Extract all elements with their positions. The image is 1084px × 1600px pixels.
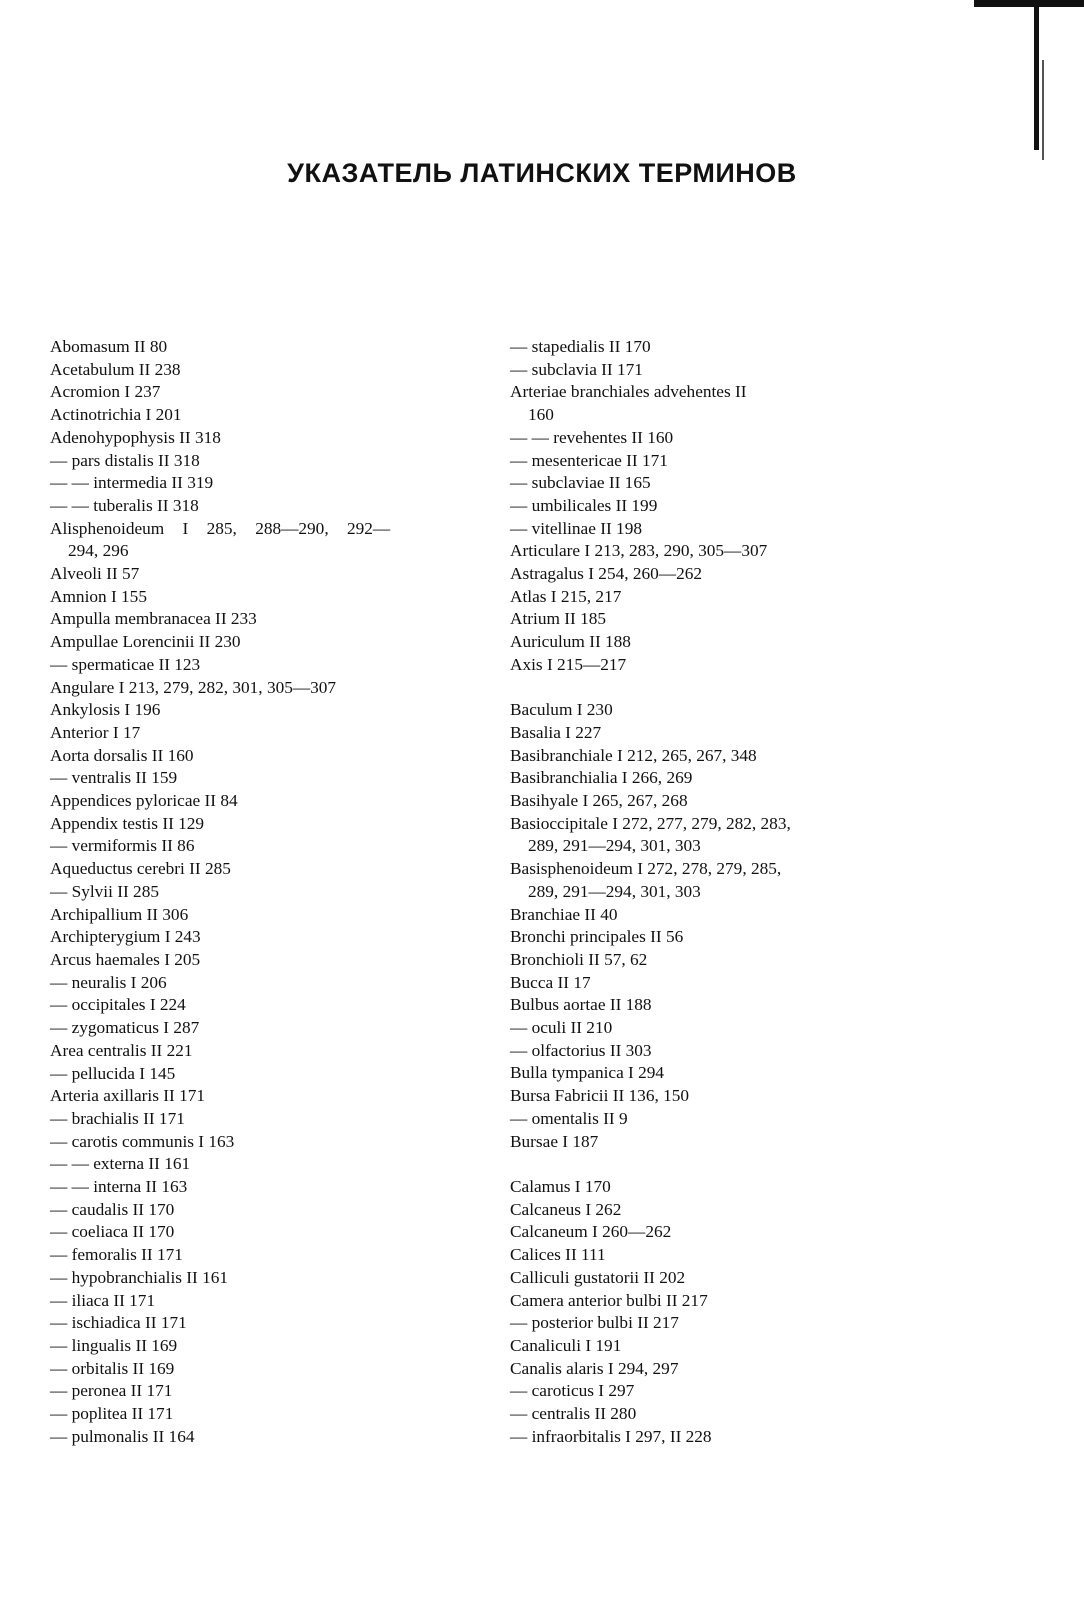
index-entry: — umbilicales II 199 xyxy=(510,495,658,515)
index-entry: Articulare I 213, 283, 290, 305—307 xyxy=(510,541,768,561)
index-entry: — mesentericae II 171 xyxy=(510,450,668,470)
index-entry: Ankylosis I 196 xyxy=(50,700,161,720)
index-entry: Basihyale I 265, 267, 268 xyxy=(510,791,688,811)
index-entry: — Sylvii II 285 xyxy=(50,881,159,901)
index-entry: — subclaviae II 165 xyxy=(510,473,651,493)
index-entry: Ampullae Lorencinii II 230 xyxy=(50,632,241,652)
index-entry: — vitellinae II 198 xyxy=(510,518,642,538)
index-entry: Anterior I 17 xyxy=(50,722,141,742)
index-entry: Adenohypophysis II 318 xyxy=(50,427,221,447)
index-entry: — ischiadica II 171 xyxy=(50,1313,187,1333)
index-entry: Atlas I 215, 217 xyxy=(510,586,622,606)
index-entry: — zygomaticus I 287 xyxy=(50,1018,200,1038)
index-entry: Actinotrichia I 201 xyxy=(50,405,182,425)
index-entry: Bursa Fabricii II 136, 150 xyxy=(510,1086,690,1106)
index-entry: Axis I 215—217 xyxy=(510,654,627,674)
index-entry: — — interna II 163 xyxy=(50,1177,188,1197)
index-entry: — vermiformis II 86 xyxy=(50,836,195,856)
index-entry: Calcaneus I 262 xyxy=(510,1199,622,1219)
index-entry: Angulare I 213, 279, 282, 301, 305—307 xyxy=(50,677,337,697)
index-entry: Amnion I 155 xyxy=(50,586,147,606)
index-entry: Astragalus I 254, 260—262 xyxy=(510,564,702,584)
index-entry: Aorta dorsalis II 160 xyxy=(50,745,194,765)
index-column-right xyxy=(510,336,1040,1448)
index-entry: — omentalis II 9 xyxy=(510,1108,628,1128)
section-gap xyxy=(510,677,1040,700)
index-entry: — — tuberalis II 318 xyxy=(50,495,199,515)
index-entry: Aqueductus cerebri II 285 xyxy=(50,859,231,879)
index-entry: Auriculum II 188 xyxy=(510,632,631,652)
index-entry: — peronea II 171 xyxy=(50,1381,173,1401)
index-entry: — brachialis II 171 xyxy=(50,1108,185,1128)
index-entry: — stapedialis II 170 xyxy=(510,337,651,356)
index-entry: Bursae I 187 xyxy=(510,1131,599,1151)
index-entry: Arteriae branchiales advehentes II xyxy=(510,382,747,402)
index-entry: — orbitalis II 169 xyxy=(50,1358,175,1378)
index-entry: Appendices pyloricae II 84 xyxy=(50,791,238,811)
index-entry: — occipitales I 224 xyxy=(50,995,186,1015)
index-entry-continuation: 160 xyxy=(528,405,554,425)
index-entry: Appendix testis II 129 xyxy=(50,813,205,833)
index-entry: — subclavia II 171 xyxy=(510,359,643,379)
index-entry: — lingualis II 169 xyxy=(50,1335,178,1355)
index-entry: — pars distalis II 318 xyxy=(50,450,200,470)
index-entry: — caroticus I 297 xyxy=(510,1381,635,1401)
index-entry: Alisphenoideum I 285, 288—290, 292— xyxy=(50,518,391,538)
index-entry: Acetabulum II 238 xyxy=(50,359,181,379)
index-entry: — carotis communis I 163 xyxy=(50,1131,235,1151)
index-entry: — neuralis I 206 xyxy=(50,972,167,992)
index-entry-continuation: 294, 296 xyxy=(68,541,129,561)
index-entry: — infraorbitalis I 297, II 228 xyxy=(510,1426,712,1446)
index-entry: Canaliculi I 191 xyxy=(510,1335,622,1355)
index-entry: Baculum I 230 xyxy=(510,700,613,720)
index-entry: Ampulla membranacea II 233 xyxy=(50,609,257,629)
index-entry: — ventralis II 159 xyxy=(50,768,178,788)
index-entry: — centralis II 280 xyxy=(510,1404,637,1424)
index-entry: Bucca II 17 xyxy=(510,972,591,992)
index-entry: — pulmonalis II 164 xyxy=(50,1426,195,1446)
index-entry: Camera anterior bulbi II 217 xyxy=(510,1290,708,1310)
index-entry: Bulbus aortae II 188 xyxy=(510,995,652,1015)
index-entry: — femoralis II 171 xyxy=(50,1245,183,1265)
index-entry: Alveoli II 57 xyxy=(50,564,140,584)
index-entry: Bulla tympanica I 294 xyxy=(510,1063,665,1083)
index-entry: Canalis alaris I 294, 297 xyxy=(510,1358,679,1378)
index-entry: Archipterygium I 243 xyxy=(50,927,201,947)
index-entry: Bronchi principales II 56 xyxy=(510,927,684,947)
index-entry: Archipallium II 306 xyxy=(50,904,189,924)
index-entry: Basioccipitale I 272, 277, 279, 282, 283, xyxy=(510,813,791,833)
index-entry: — hypobranchialis II 161 xyxy=(50,1267,229,1287)
page-title: УКАЗАТЕЛЬ ЛАТИНСКИХ ТЕРМИНОВ xyxy=(287,158,797,188)
index-entry: — coeliaca II 170 xyxy=(50,1222,175,1242)
index-entry: Calamus I 170 xyxy=(510,1176,611,1196)
index-entry: — olfactorius II 303 xyxy=(510,1040,652,1060)
index-entry: Basibranchiale I 212, 265, 267, 348 xyxy=(510,745,757,765)
index-entry: Calliculi gustatorii II 202 xyxy=(510,1267,686,1287)
index-entry-continuation: 289, 291—294, 301, 303 xyxy=(528,836,701,856)
index-entry: Basibranchialia I 266, 269 xyxy=(510,768,693,788)
index-entry: Arcus haemales I 205 xyxy=(50,949,201,969)
index-entry: Calices II 111 xyxy=(510,1245,606,1265)
index-entry: — poplitea II 171 xyxy=(50,1404,174,1424)
section-gap xyxy=(510,1153,1040,1176)
index-entry: Calcaneum I 260—262 xyxy=(510,1222,672,1242)
index-entry: Acromion I 237 xyxy=(50,382,161,402)
index-entry: — caudalis II 170 xyxy=(50,1199,175,1219)
index-entry: Basisphenoideum I 272, 278, 279, 285, xyxy=(510,859,782,879)
index-entry: Branchiae II 40 xyxy=(510,904,618,924)
index-entry: — posterior bulbi II 217 xyxy=(510,1313,679,1333)
index-entry-continuation: 289, 291—294, 301, 303 xyxy=(528,881,701,901)
index-entry: Bronchioli II 57, 62 xyxy=(510,949,648,969)
index-entry: — pellucida I 145 xyxy=(50,1063,176,1083)
index-entry: Area centralis II 221 xyxy=(50,1040,193,1060)
index-entry: Atrium II 185 xyxy=(510,609,606,629)
index-entry: — spermaticae II 123 xyxy=(50,654,201,674)
index-entry: Basalia I 227 xyxy=(510,722,602,742)
index-entry: — oculi II 210 xyxy=(510,1018,613,1038)
index-entry: — — intermedia II 319 xyxy=(50,473,214,493)
index-column-left xyxy=(50,336,490,1448)
index-entry: — iliaca II 171 xyxy=(50,1290,156,1310)
index-entry: — — externa II 161 xyxy=(50,1154,191,1174)
index-entry: Abomasum II 80 xyxy=(50,337,168,356)
index-entry: — — revehentes II 160 xyxy=(510,427,674,447)
index-entry: Arteria axillaris II 171 xyxy=(50,1086,205,1106)
